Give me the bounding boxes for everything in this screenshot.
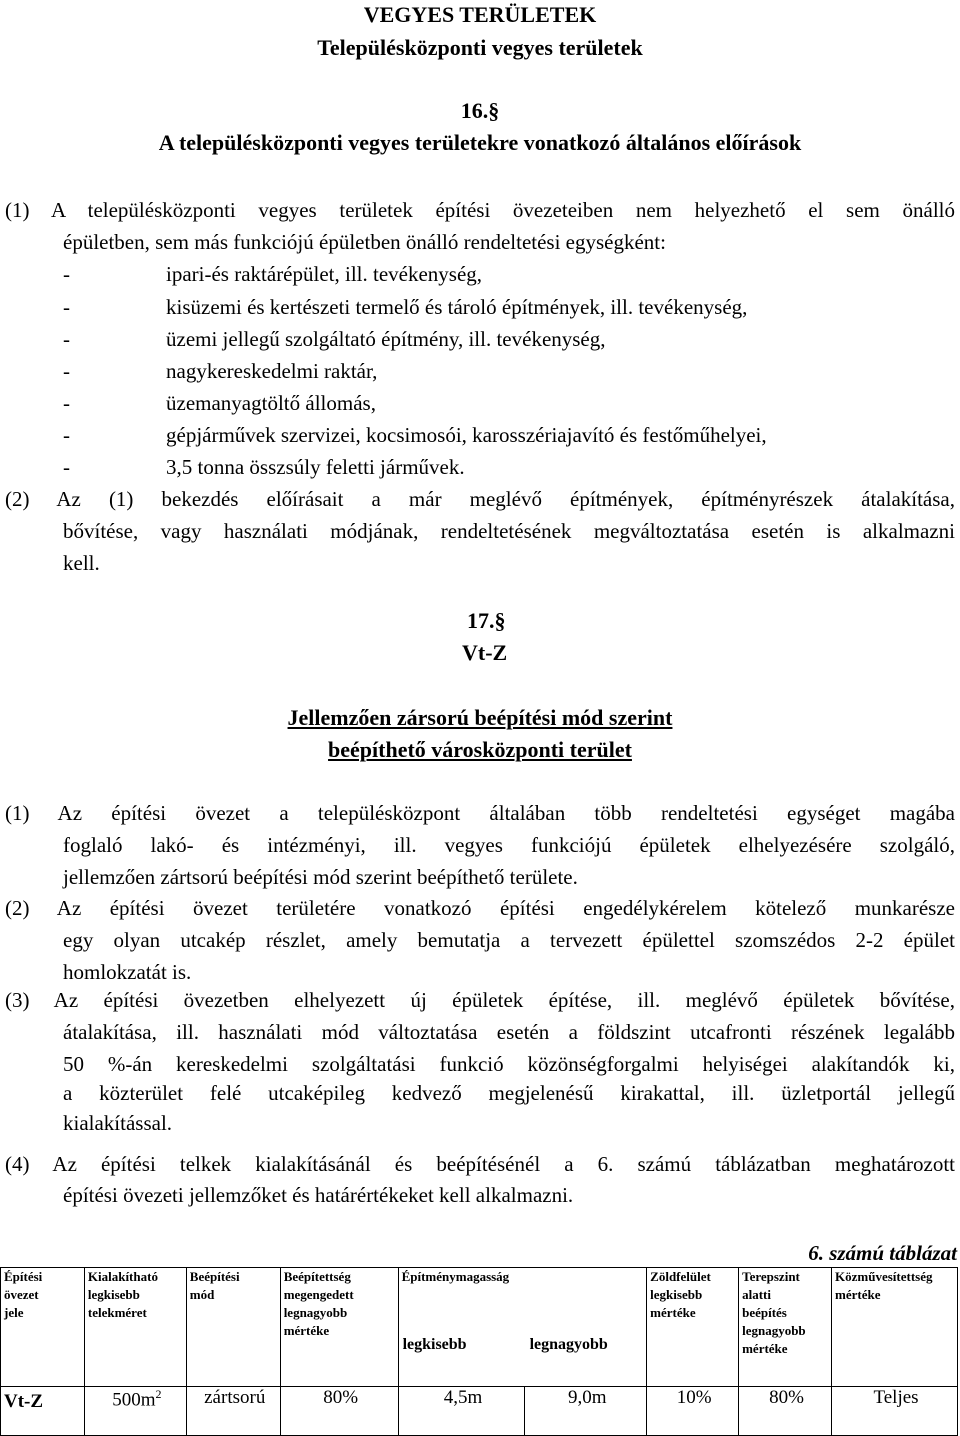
- p16-2-line-1: (2) Az (1) bekezdés előírásait a már meglévő építmények, építményrészek átalakítása,: [5, 487, 955, 511]
- p16-2-line-2: bővítése, vagy használati módjának, rendeltetésének megváltoztatása esetén is alkalmazni: [63, 519, 955, 543]
- header-utilities: Közművesítettség mértéke: [832, 1268, 958, 1387]
- bullet-marker: -: [63, 359, 70, 383]
- p17-3-line-5: kialakítással.: [63, 1111, 173, 1135]
- p17-2-line-1: (2) Az építési övezet területére vonatkozó építési engedélykérelem kötelező munkarésze: [5, 896, 955, 920]
- cell-height-min: 4,5m: [398, 1387, 525, 1436]
- header-height-max: legnagyobb: [529, 1336, 608, 1353]
- header-lot-size: Kialakítható legkisebb telekméret: [84, 1268, 186, 1387]
- p16-1-line-1: (1) A településközponti vegyes területek építési övezeteiben nem helyezhető el sem önálló: [5, 198, 955, 222]
- header-building-height: [398, 1268, 647, 1387]
- cell-building-mode: zártsorú: [186, 1387, 280, 1436]
- section-subtitle: Településközponti vegyes területek: [317, 35, 643, 60]
- table-caption: 6. számú táblázat: [808, 1241, 957, 1265]
- p16-1-line-2: épületben, sem más funkciójú épületben önálló rendeltetési egységként:: [63, 230, 666, 254]
- p17-3-line-2: átalakítása, ill. használati mód változtatása esetén a földszint utcafronti részének legalább: [63, 1020, 955, 1044]
- paragraph-16-number: 16.§: [460, 98, 500, 123]
- zone-code-heading: Vt-Z: [462, 640, 508, 665]
- bullet-marker: -: [63, 423, 70, 447]
- header-zone: Építési övezet jele: [1, 1268, 85, 1387]
- bullet-item: üzemanyagtöltő állomás,: [166, 391, 376, 415]
- p17-3-line-1: (3) Az építési övezetben elhelyezett új épületek építése, ill. meglévő épületek bővítése,: [5, 988, 955, 1012]
- paragraph-17-heading-1: Jellemzően zársorú beépítési mód szerint: [287, 705, 673, 730]
- p17-3-line-4: a közterület felé utcaképileg kedvező megjelenésű kirakattal, ill. üzletportál jellegű: [63, 1081, 955, 1105]
- header-height-group: Építménymagasság: [401, 1269, 510, 1284]
- p17-4-line-1: (4) Az építési telkek kialakításánál és beépítésénél a 6. számú táblázatban meghatározott: [5, 1152, 955, 1176]
- paragraph-17-heading-2: beépíthető városközponti terület: [328, 737, 632, 762]
- bullet-marker: -: [63, 455, 70, 479]
- p17-1-line-1: (1) Az építési övezet a településközpont általában több rendeltetési egységet magába: [5, 801, 955, 825]
- table-row: [1, 1387, 958, 1436]
- bullet-marker: -: [63, 295, 70, 319]
- p17-1-line-3: jellemzően zártsorú beépítési mód szerint beépíthető területe.: [63, 865, 578, 889]
- cell-zone: Vt-Z: [1, 1387, 85, 1436]
- section-title: VEGYES TERÜLETEK: [363, 2, 597, 27]
- header-building-mode: Beépítési mód: [186, 1268, 280, 1387]
- bullet-item: kisüzemi és kertészeti termelő és tároló építmények, ill. tevékenység,: [166, 295, 748, 319]
- p17-2-line-2: egy olyan utcakép részlet, amely bemutatja a tervezett épülettel szomszédos 2-2 épület: [63, 928, 955, 952]
- regulation-table: [0, 1267, 958, 1436]
- bullet-item: ipari-és raktárépület, ill. tevékenység,: [166, 262, 483, 286]
- bullet-item: üzemi jellegű szolgáltató építmény, ill. tevékenység,: [166, 327, 606, 351]
- paragraph-17-number: 17.§: [467, 608, 506, 633]
- header-basement: Terepszint alatti beépítés legnagyobb mértéke: [739, 1268, 832, 1387]
- bullet-item: 3,5 tonna összsúly feletti járművek.: [166, 455, 465, 479]
- p16-2-line-3: kell.: [63, 551, 100, 575]
- paragraph-16-heading: A településközponti vegyes területekre vonatkozó általános előírások: [158, 130, 802, 155]
- cell-green-area: 10%: [647, 1387, 739, 1436]
- p17-4-line-2: építési övezeti jellemzőket és határértékeket kell alkalmazni.: [63, 1183, 574, 1207]
- p17-1-line-2: foglaló lakó- és intézményi, ill. vegyes funkciójú épületek elhelyezésére szolgáló,: [63, 833, 955, 857]
- cell-height-max: 9,0m: [525, 1387, 647, 1436]
- table-header-row: [1, 1268, 958, 1387]
- bullet-item: nagykereskedelmi raktár,: [166, 359, 378, 383]
- p17-2-line-3: homlokzatát is.: [63, 960, 192, 984]
- cell-lot-size: $500m^2$: [84, 1387, 186, 1436]
- header-coverage: Beépítettség megengedett legnagyobb mértéke: [280, 1268, 398, 1387]
- bullet-item: gépjárművek szervizei, kocsimosói, karosszériajavító és festőműhelyei,: [166, 423, 767, 447]
- header-green-area: Zöldfelület legkisebb mértéke: [647, 1268, 739, 1387]
- bullet-marker: -: [63, 391, 70, 415]
- cell-coverage: 80%: [280, 1387, 398, 1436]
- bullet-marker: -: [63, 327, 70, 351]
- cell-basement: 80%: [739, 1387, 832, 1436]
- p17-3-line-3: 50 %-án kereskedelmi szolgáltatási funkció közönségforgalmi helyiségei alakítandók ki,: [63, 1052, 955, 1076]
- header-height-min: legkisebb: [402, 1336, 467, 1353]
- cell-utilities: Teljes: [832, 1387, 958, 1436]
- bullet-marker: -: [63, 262, 70, 286]
